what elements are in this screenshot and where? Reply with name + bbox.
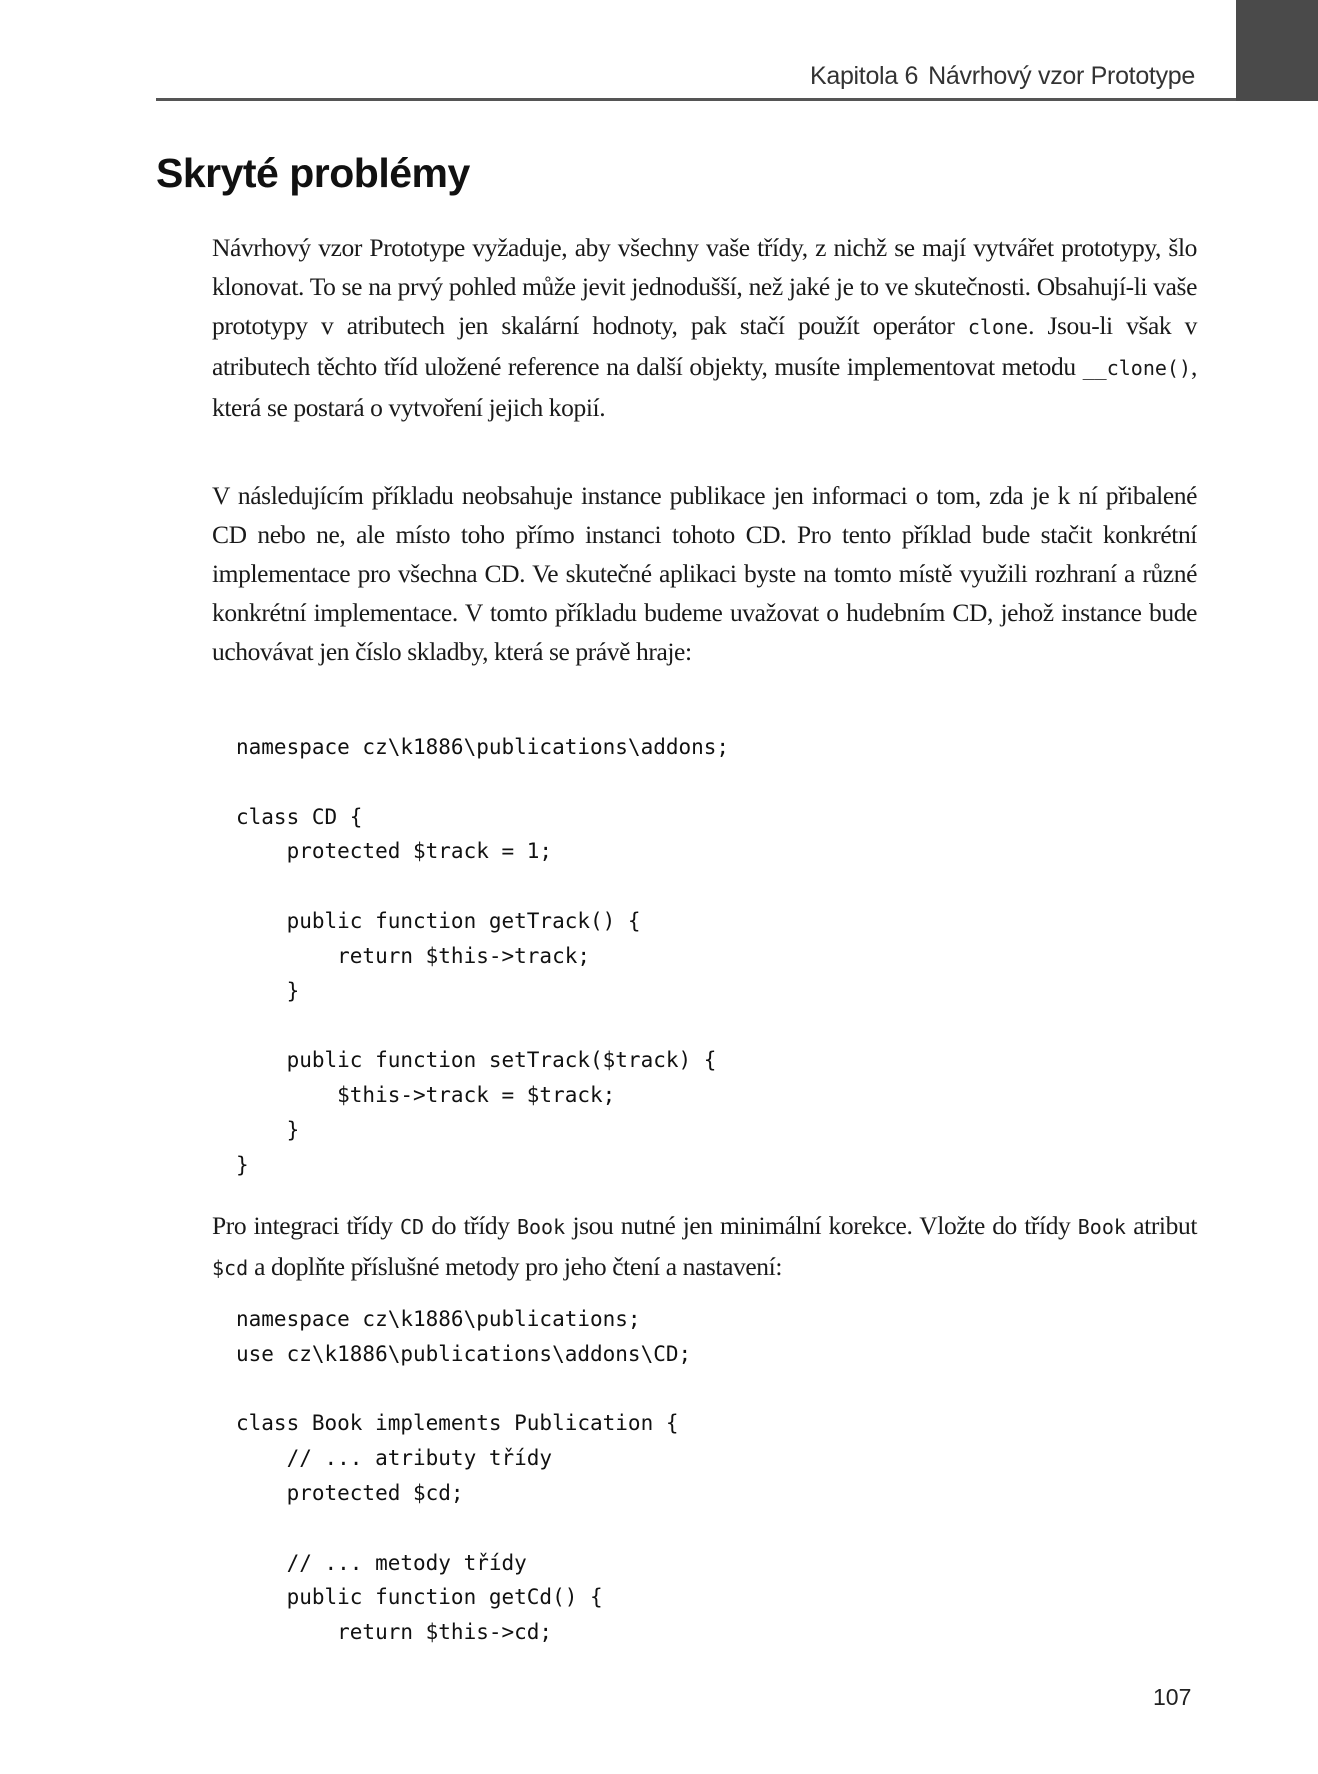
code-block-cd: namespace cz\k1886\publications\addons; class CD { protected $track = 1; public function getTrack() { return $this->track; } public function setTrack($track) { $this->track = $track; } } [236,735,730,1177]
header-rule [156,98,1236,101]
text: do třídy [424,1211,517,1240]
page-number: 107 [1153,1684,1192,1710]
text: jsou nutné jen minimální korekce. Vložte do třídy [565,1211,1078,1240]
section-title: Skryté problémy [156,150,470,196]
text: , která se postará o vytvoření jejich kopií. [212,352,1197,422]
inline-code: $cd [212,1256,249,1280]
paragraph-3 [212,1206,1197,1288]
text: a doplňte příslušné metody pro jeho čtení a nastavení: [248,1252,783,1281]
inline-code: CD [400,1215,425,1239]
inline-code: Book [1077,1215,1126,1239]
inline-code: clone [967,315,1029,339]
paragraph-1 [212,228,1197,427]
inline-code: Book [516,1215,566,1239]
paragraph-2: V následujícím příkladu neobsahuje instance publikace jen informaci o tom, zda je k ní přibalené CD nebo ne, ale místo toho přímo instanci tohoto CD. Pro tento příklad bude stačit konkrétní implementace pro všechna CD. Ve skutečné aplikaci byste na tomto místě využili rozhraní a různé konkrétní implementace. V tomto příkladu budeme uvažovat o hudebním CD, jehož instance bude uchovávat jen číslo skladby, která se právě hraje: [212,481,1197,666]
text: Pro integraci třídy [212,1211,400,1240]
text: . Jsou-li však v atributech těchto tříd uložené reference na další objekty, musíte implementovat metodu [212,311,1197,381]
chapter-thumb-tab [1236,0,1318,101]
running-header [810,62,1195,91]
text: atribut [1125,1211,1198,1240]
code-block-book: namespace cz\k1886\publications; use cz\k1886\publications\addons\CD; class Book implements Publication { // ... atributy třídy protected $cd; // ... metody třídy public function getCd() { return $this->cd; [236,1307,692,1645]
inline-code: __clone() [1082,356,1192,380]
chapter-title: Návrhový vzor Prototype [928,62,1195,90]
text: Návrhový vzor Prototype vyžaduje, aby všechny vaše třídy, z nichž se mají vytvářet prototypy, šlo klonovat. To se na prvý pohled může jevit jednodušší, než jaké je to ve skutečnosti. Obsahují-li vaše prototypy v atributech jen skalární hodnoty, pak stačí použít operátor [212,233,1197,340]
chapter-number: Kapitola 6 [809,62,919,90]
